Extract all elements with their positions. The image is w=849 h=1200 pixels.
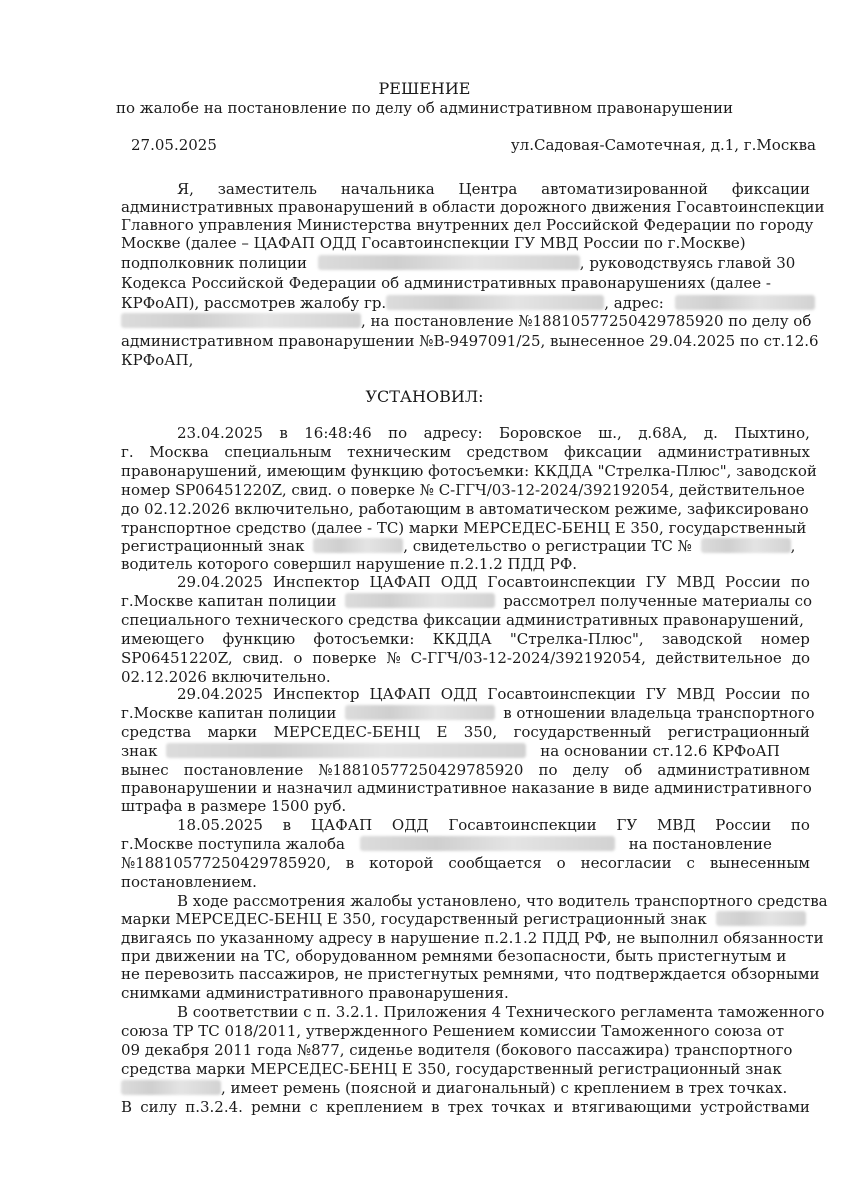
intro-line-8: , на постановление №18810577250429785920 по делу об — [121, 313, 810, 330]
p6-line-6: В силу п.3.2.4. ремни с креплением в трех точках и втягивающими устройствами — [121, 1098, 810, 1116]
document-subtitle: по жалобе на постановление по делу об административном правонарушении — [115, 99, 734, 117]
redacted-name — [386, 295, 604, 310]
p1-line-7: регистрационный знак , свидетельство о регистрации ТС № , — [121, 537, 796, 555]
p2-line-3: специального технического средства фиксации административных правонарушений, — [121, 611, 804, 629]
p4-line-2: г.Москве поступила жалоба на постановление — [121, 835, 772, 853]
p6-line-5: , имеет ремень (поясной и диагональный) с креплением в трех точках. — [121, 1080, 810, 1097]
redacted-name — [345, 593, 495, 608]
p1-line-5: до 02.12.2026 включительно, работающим в автоматическом режиме, зафиксировано — [121, 500, 809, 518]
redacted-certificate — [701, 538, 791, 553]
p6-line-4: средства марки МЕРСЕДЕС-БЕНЦ Е 350, государственный регистрационный знак — [121, 1060, 782, 1078]
p2-line-6: 02.12.2026 включительно. — [121, 668, 331, 686]
intro-line-9: административном правонарушении №В-9497091/25, вынесенное 29.04.2025 по ст.12.6 — [121, 332, 819, 350]
p5-line-5: не перевозить пассажиров, не пристегнутых ремнями, что подтверждается обзорными — [121, 965, 820, 983]
p1-line-6: транспортное средство (далее - ТС) марки МЕРСЕДЕС-БЕНЦ Е 350, государственный — [121, 519, 807, 537]
p3-line-4: знак на основании ст.12.6 КРФоАП — [121, 742, 780, 760]
p5-line-6: снимками административного правонарушения. — [121, 984, 509, 1002]
intro-line-2: административных правонарушений в области дорожного движения Госавтоинспекции — [121, 198, 825, 216]
redacted-plate — [166, 743, 526, 758]
section-heading: УСТАНОВИЛ: — [365, 387, 484, 406]
p3-line-6: правонарушении и назначил административное наказание в виде административного — [121, 779, 812, 797]
redacted-address — [675, 295, 815, 310]
redacted-plate — [121, 1080, 221, 1095]
p3-line-7: штрафа в размере 1500 руб. — [121, 797, 347, 815]
document-place: ул.Садовая-Самотечная, д.1, г.Москва — [510, 136, 816, 154]
intro-line-5: подполковник полиции , руководствуясь главой 30 — [121, 254, 796, 272]
redacted-name — [345, 705, 495, 720]
intro-line-7: КРФоАП), рассмотрев жалобу гр. , адрес: — [121, 295, 810, 312]
redacted-name — [318, 255, 580, 270]
intro-line-4: Москве (далее – ЦАФАП ОДД Госавтоинспекции ГУ МВД России по г.Москве) — [121, 234, 746, 252]
redacted-plate — [313, 538, 403, 553]
p6-line-2: союза ТР ТС 018/2011, утвержденного Решением комиссии Таможенного союза от — [121, 1022, 784, 1040]
redacted-name — [360, 836, 615, 851]
p3-line-5: вынес постановление №18810577250429785920 по делу об административном — [121, 761, 810, 779]
intro-line-1: Я, заместитель начальника Центра автоматизированной фиксации — [177, 180, 810, 198]
p1-line-8: водитель которого совершил нарушение п.2.1.2 ПДД РФ. — [121, 555, 578, 573]
p2-line-1: 29.04.2025 Инспектор ЦАФАП ОДД Госавтоинспекции ГУ МВД России по — [177, 573, 810, 591]
p4-line-4: постановлением. — [121, 873, 257, 891]
document-title: РЕШЕНИЕ — [378, 79, 471, 98]
document-date: 27.05.2025 — [131, 136, 217, 154]
p1-line-4: номер SP06451220Z, свид. о поверке № С-ГГЧ/03-12-2024/392192054, действительное — [121, 481, 805, 499]
p5-line-4: при движении на ТС, оборудованном ремнями безопасности, быть пристегнутым и — [121, 947, 787, 965]
p1-line-2: г. Москва специальным техническим средством фиксации административных — [121, 443, 810, 461]
p4-line-3: №18810577250429785920, в которой сообщается о несогласии с вынесенным — [121, 854, 810, 872]
p2-line-2: г.Москве капитан полиции рассмотрел полученные материалы со — [121, 592, 813, 610]
p5-line-2: марки МЕРСЕДЕС-БЕНЦ Е 350, государственный регистрационный знак — [121, 911, 810, 928]
p3-line-2: г.Москве капитан полиции в отношении владельца транспортного — [121, 704, 815, 722]
p1-line-3: правонарушений, имеющим функцию фотосъемки: ККДДА "Стрелка-Плюс", заводской — [121, 462, 817, 480]
intro-line-6: Кодекса Российской Федерации об административных правонарушениях (далее - — [121, 274, 771, 292]
p5-line-3: двигаясь по указанному адресу в нарушение п.2.1.2 ПДД РФ, не выполнил обязанности — [121, 929, 824, 947]
p2-line-5: SP06451220Z, свид. о поверке № С-ГГЧ/03-12-2024/392192054, действительное до — [121, 649, 810, 667]
intro-line-3: Главного управления Министерства внутренних дел Российской Федерации по городу — [121, 216, 814, 234]
p2-line-4: имеющего функцию фотосъемки: ККДДА "Стрелка-Плюс", заводской номер — [121, 630, 810, 648]
p3-line-3: средства марки МЕРСЕДЕС-БЕНЦ Е 350, государственный регистрационный — [121, 723, 810, 741]
intro-line-10: КРФоАП, — [121, 351, 194, 369]
p6-line-3: 09 декабря 2011 года №877, сиденье водителя (бокового пассажира) транспортного — [121, 1041, 793, 1059]
p6-line-1: В соответствии с п. 3.2.1. Приложения 4 Технического регламента таможенного — [177, 1003, 825, 1021]
p3-line-1: 29.04.2025 Инспектор ЦАФАП ОДД Госавтоинспекции ГУ МВД России по — [177, 685, 810, 703]
redacted-address — [121, 313, 361, 328]
p1-line-1: 23.04.2025 в 16:48:46 по адресу: Боровское ш., д.68А, д. Пыхтино, — [177, 424, 810, 442]
p5-line-1: В ходе рассмотрения жалобы установлено, что водитель транспортного средства — [177, 892, 828, 910]
redacted-plate — [716, 911, 806, 926]
p4-line-1: 18.05.2025 в ЦАФАП ОДД Госавтоинспекции ГУ МВД России по — [177, 816, 810, 834]
